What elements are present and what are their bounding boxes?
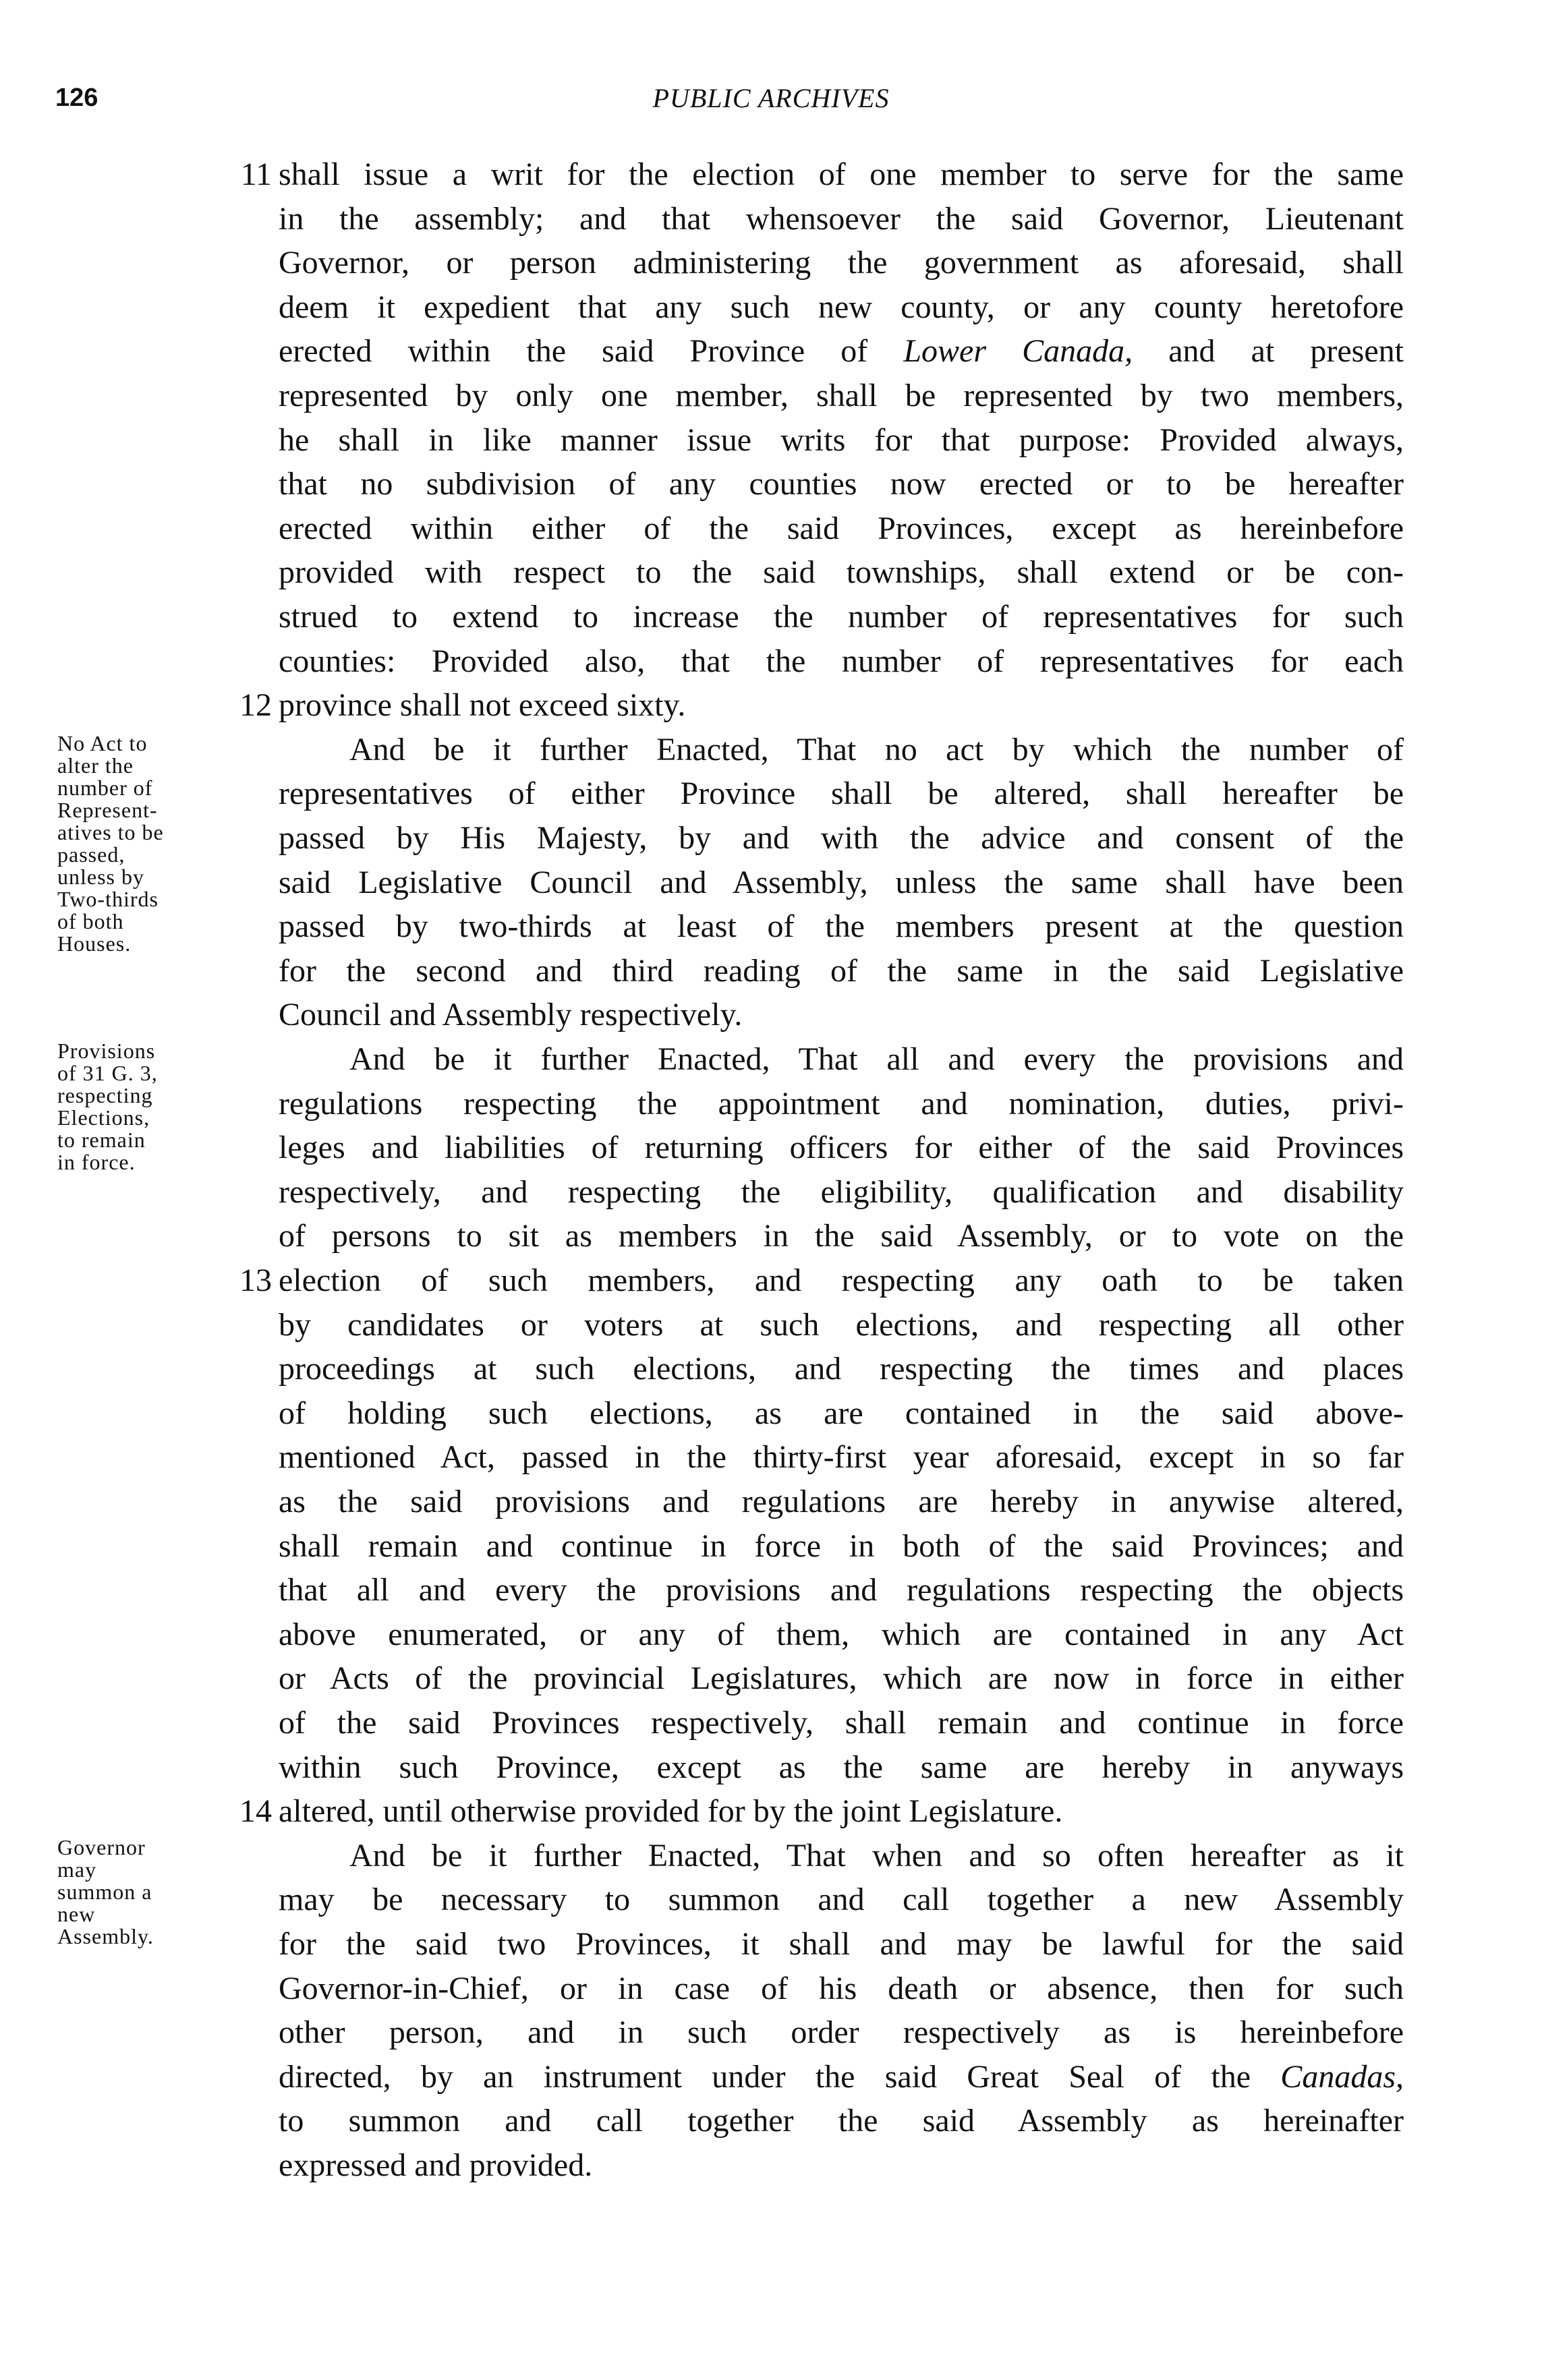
text-segment: and at present (1133, 333, 1404, 370)
text-line (279, 774, 1404, 814)
line-number: 11 (240, 156, 272, 192)
margin-note-line: number of (57, 776, 153, 800)
text-line (279, 420, 1404, 461)
text-segment: of holding such elections, as are contained in the said above- (279, 1395, 1404, 1431)
text-line (279, 376, 1404, 416)
text-line (279, 154, 1404, 195)
text-line (279, 1260, 1404, 1301)
text-line (279, 1526, 1404, 1567)
text-segment: above enumerated, or any of them, which are contained in any Act (279, 1616, 1404, 1652)
text-segment: directed, by an instrument under the said Great Seal of the (279, 2058, 1281, 2095)
text-line (279, 1747, 1404, 1788)
text-segment: altered, until otherwise provided for by the joint Legislature. (279, 1793, 1063, 1830)
margin-note-line: of both (57, 909, 124, 933)
margin-note-line: new (57, 1902, 96, 1926)
italic-text: Lower Canada, (903, 333, 1133, 370)
margin-note-line: summon a (57, 1880, 152, 1904)
text-segment: to summon and call together the said Assembly as hereinafter (279, 2103, 1404, 2139)
text-line (279, 243, 1404, 283)
text-segment: election of such members, and respecting any oath to be taken (279, 1262, 1404, 1298)
text-segment: for the said two Provinces, it shall and may be lawful for the said (279, 1926, 1404, 1962)
text-line (279, 331, 1404, 372)
text-line (279, 906, 1404, 947)
text-line (279, 1349, 1404, 1389)
text-line (279, 464, 1404, 504)
text-segment: or Acts of the provincial Legislatures, which are now in force in either (279, 1660, 1404, 1697)
text-line (279, 995, 1404, 1035)
margin-note-line: Represent- (57, 798, 158, 822)
text-line (279, 1836, 1404, 1876)
text-segment: other person, and in such order respectively as is hereinbefore (279, 2014, 1404, 2051)
text-line (279, 1658, 1404, 1699)
text-line (279, 951, 1404, 991)
text-segment: strued to extend to increase the number of representatives for such (279, 599, 1404, 635)
margin-note (57, 1040, 260, 1173)
text-line (279, 2057, 1404, 2097)
margin-note-line: to remain (57, 1128, 146, 1152)
text-segment: shall remain and continue in force in both of the said Provinces; and (279, 1528, 1404, 1564)
text-segment: provided with respect to the said townships, shall extend or be con- (279, 554, 1404, 591)
text-line (279, 1039, 1404, 1080)
line-number: 12 (239, 687, 272, 724)
italic-text: Canadas, (1280, 2058, 1404, 2095)
text-segment: And be it further Enacted, That when and so often hereafter as it (349, 1837, 1404, 1874)
margin-note-line: unless by (57, 865, 144, 889)
margin-note-line: passed, (57, 842, 125, 867)
text-line (279, 1172, 1404, 1213)
text-line (279, 509, 1404, 549)
text-segment: Governor, or person administering the government as aforesaid, shall (279, 245, 1404, 281)
text-segment: by candidates or voters at such elections, and respecting all other (279, 1306, 1404, 1343)
text-line (279, 1305, 1404, 1345)
margin-note-line: Governor (57, 1835, 146, 1859)
text-segment: erected within either of the said Provinces, except as hereinbefore (279, 510, 1404, 546)
text-segment: proceedings at such elections, and respecting the times and places (279, 1351, 1404, 1387)
text-line (279, 1216, 1404, 1256)
text-segment: regulations respecting the appointment and nomination, duties, privi- (279, 1085, 1404, 1122)
text-segment: counties: Provided also, that the number of representatives for each (279, 643, 1404, 679)
text-segment: expressed and provided. (279, 2147, 593, 2183)
text-segment: that all and every the provisions and regulations respecting the objects (279, 1572, 1404, 1608)
text-segment: erected within the said Province of (279, 333, 904, 370)
text-line (279, 2145, 1404, 2186)
margin-note-line: alter the (57, 753, 134, 778)
margin-note-line: atives to be (57, 820, 164, 844)
text-line (279, 685, 1404, 726)
text-line (279, 1924, 1404, 1965)
margin-note-line: in force. (57, 1150, 136, 1174)
margin-note-line: Houses. (57, 931, 132, 956)
margin-note-line: may (57, 1857, 97, 1882)
text-segment: for the second and third reading of the same in the said Legislative (279, 952, 1404, 989)
text-segment: passed by two-thirds at least of the members present at the question (279, 908, 1404, 945)
text-segment: respectively, and respecting the eligibility, qualification and disability (279, 1173, 1404, 1210)
text-line (279, 597, 1404, 637)
text-line (279, 1482, 1404, 1522)
text-segment: passed by His Majesty, by and with the advice and consent of the (279, 820, 1404, 856)
text-segment: mentioned Act, passed in the thirty-first year aforesaid, except in so far (279, 1439, 1404, 1476)
text-segment: shall issue a writ for the election of one member to serve for the same (279, 156, 1404, 192)
text-line (279, 863, 1404, 903)
text-segment: in the assembly; and that whensoever the said Governor, Lieutenant (279, 200, 1404, 237)
text-line (279, 1615, 1404, 1655)
text-segment: Council and Assembly respectively. (279, 997, 743, 1033)
text-line (279, 1969, 1404, 2009)
margin-note (57, 1836, 260, 1948)
text-line (279, 2012, 1404, 2053)
text-line (279, 2101, 1404, 2141)
text-segment: represented by only one member, shall be represented by two members, (279, 378, 1404, 413)
text-line (279, 818, 1404, 859)
text-line (279, 1437, 1404, 1478)
margin-note-line: Two-thirds (57, 887, 159, 911)
text-line (279, 730, 1404, 770)
margin-note-line: No Act to (57, 731, 148, 755)
margin-note-line: respecting (57, 1083, 153, 1107)
text-line (279, 287, 1404, 328)
text-segment: within such Province, except as the same are hereby in anyways (279, 1749, 1404, 1785)
text-segment: Governor-in-Chief, or in case of his death or absence, then for such (279, 1970, 1404, 2006)
text-line (279, 199, 1404, 239)
text-segment: province shall not exceed sixty. (279, 687, 686, 724)
text-segment: deem it expedient that any such new county, or any county heretofore (279, 289, 1404, 325)
text-segment: And be it further Enacted, That all and every the provisions and (349, 1041, 1404, 1077)
page-number: 126 (55, 84, 98, 112)
text-line (279, 641, 1404, 682)
text-line (279, 1791, 1404, 1832)
line-number: 14 (239, 1793, 272, 1830)
running-head: PUBLIC ARCHIVES (652, 83, 890, 113)
text-segment: And be it further Enacted, That no act by which the number of (349, 731, 1404, 767)
text-segment: may be necessary to summon and call together a new Assembly (279, 1882, 1404, 1918)
text-segment: that no subdivision of any counties now erected or to be hereafter (279, 466, 1404, 502)
text-line (279, 1128, 1404, 1168)
text-line (279, 1393, 1404, 1434)
text-segment: he shall in like manner issue writs for that purpose: Provided always, (279, 422, 1404, 458)
margin-note-line: of 31 G. 3, (57, 1061, 158, 1085)
text-segment: leges and liabilities of returning officers for either of the said Provinces (279, 1130, 1404, 1166)
text-line (279, 1570, 1404, 1610)
text-segment: of persons to sit as members in the said Assembly, or to vote on the (279, 1218, 1404, 1254)
text-line (279, 552, 1404, 593)
text-segment: representatives of either Province shall be altered, shall hereafter be (279, 776, 1404, 812)
text-segment: as the said provisions and regulations are hereby in anywise altered, (279, 1484, 1404, 1519)
text-segment: of the said Provinces respectively, shall remain and continue in force (279, 1705, 1404, 1741)
margin-note-line: Elections, (57, 1105, 150, 1130)
margin-note (57, 732, 260, 955)
text-line (279, 1703, 1404, 1743)
margin-note-line: Assembly. (57, 1924, 154, 1948)
text-segment: said Legislative Council and Assembly, unless the same shall have been (279, 864, 1404, 900)
text-line (279, 1880, 1404, 1920)
text-line (279, 1084, 1404, 1124)
line-number: 13 (239, 1262, 272, 1298)
margin-note-line: Provisions (57, 1039, 156, 1063)
